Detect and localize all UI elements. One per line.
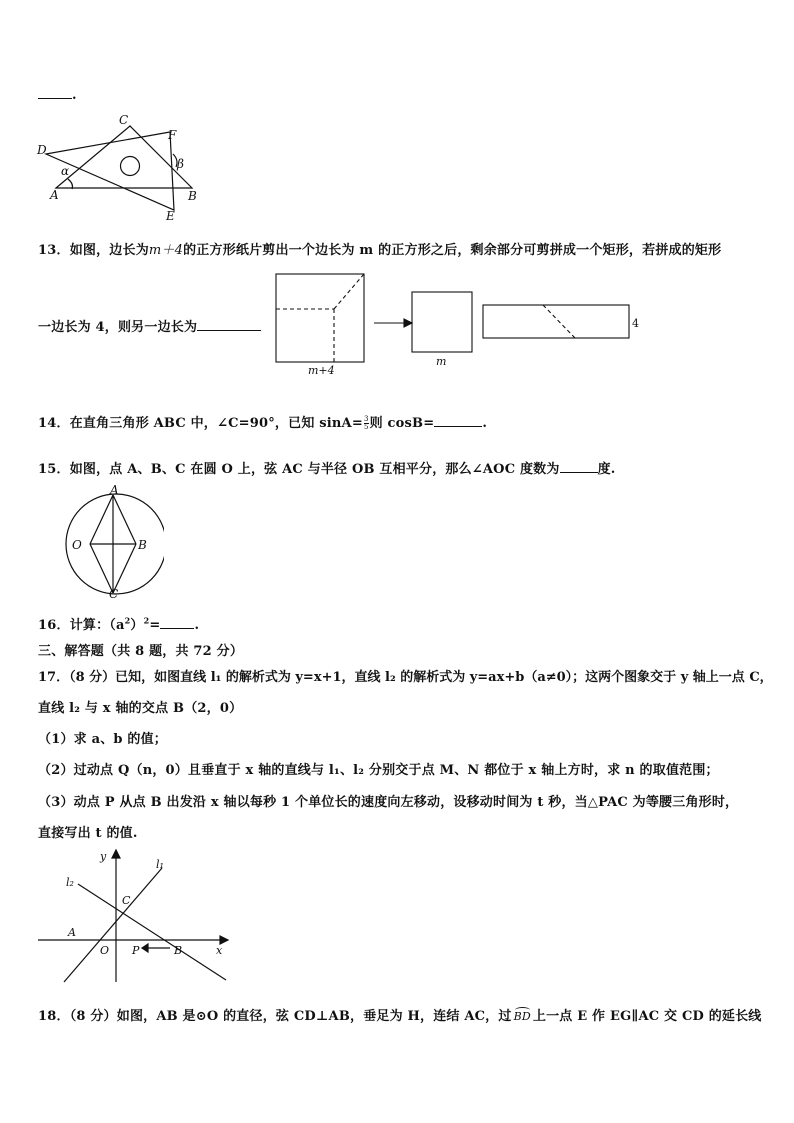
q14-end: . [482, 416, 488, 431]
q16-exponent-inner: 2 [124, 615, 131, 626]
q13-expression: m＋4 [148, 243, 184, 258]
q14-pre: 14．在直角三角形 ABC 中，∠C=90°，已知 sinA= [38, 416, 363, 431]
label-c: C [119, 113, 129, 127]
q18-arc-bd [514, 1010, 531, 1023]
q13-figure [270, 268, 650, 380]
section-3-heading: 三、解答题（共 8 题，共 72 分） [38, 644, 244, 659]
q16-equals: = [149, 618, 161, 633]
q14-fraction [364, 416, 369, 431]
label-b: B [138, 538, 147, 552]
label-e: E [166, 209, 175, 223]
label-o: O [100, 944, 110, 957]
fraction-numerator: 3 [363, 415, 369, 423]
q16-pre: 16．计算：（a [38, 618, 125, 633]
q17-sub2: （2）过动点 Q（n，0）且垂直于 x 轴的直线与 l₁、l₂ 分别交于点 M、N 都位于 x 轴上方时，求 n 的取值范围； [38, 763, 719, 778]
x-axis-arrow [220, 936, 228, 944]
q13-line2-text: 一边长为 4，则另一边长为 [38, 320, 198, 335]
label-c: C [109, 587, 119, 600]
q15-question: 15．如图，点 A、B、C 在圆 O 上，弦 AC 与半径 OB 互相平分，那么∠AOC 度数为 [38, 462, 560, 477]
label-x: x [216, 944, 223, 957]
q16-answer-blank [160, 616, 194, 629]
label-l2: l₂ [66, 876, 74, 889]
q15-text [38, 458, 616, 477]
q12-triangles-figure [34, 112, 214, 224]
label-beta: β [177, 157, 184, 171]
q18-post: 上一点 E 作 EG∥AC 交 CD 的延长线 [532, 1009, 762, 1024]
label-a: A [110, 483, 119, 497]
label-o: O [72, 538, 82, 552]
q16-end: . [194, 618, 200, 633]
label-b: B [174, 944, 183, 957]
label-4: 4 [632, 317, 639, 330]
label-a: A [68, 926, 76, 939]
label-f: F [168, 128, 177, 142]
label-a: A [50, 188, 59, 202]
q15-circle-figure [34, 482, 164, 600]
answer-blank [38, 86, 72, 99]
q13-text-line2 [38, 316, 261, 335]
q17-line2: 直线 l₂ 与 x 轴的交点 B（2，0） [38, 701, 243, 716]
arc-bd-label: BD [513, 1010, 531, 1023]
circle-mark [121, 157, 140, 176]
arrow-head [404, 319, 412, 327]
q18-text [38, 1005, 762, 1024]
y-axis-arrow [112, 850, 120, 858]
label-p: P [132, 944, 140, 957]
label-m-plus-4: m+4 [308, 364, 335, 377]
q13-part-b: 的正方形纸片剪出一个边长为 m 的正方形之后，剩余部分可剪拼成一个矩形，若拼成的矩形 [183, 243, 722, 258]
q17-coordinate-figure [34, 846, 234, 986]
q15-answer-blank [560, 460, 598, 473]
q17-line1: 17．（8 分）已知，如图直线 l₁ 的解析式为 y=x+1，直线 l₂ 的解析式为 y=ax+b（a≠0）；这两个图象交于 y 轴上一点 C， [38, 670, 773, 685]
q14-text [38, 412, 487, 431]
q13-part-a: 13．如图，边长为 [38, 243, 149, 258]
segment-oc [90, 544, 113, 593]
previous-question-answer-blank [38, 86, 77, 103]
q13-text-line1 [38, 239, 721, 258]
label-c: C [122, 894, 131, 907]
arc-bd-symbol [515, 1007, 530, 1013]
q17-sub1: （1）求 a、b 的值； [38, 732, 168, 747]
small-square [412, 292, 472, 352]
segment-ab [113, 495, 136, 544]
cut-line-diagonal [334, 274, 364, 309]
label-m: m [436, 355, 447, 368]
q17-sub3: （3）动点 P 从点 B 出发沿 x 轴以每秒 1 个单位长的速度向左移动，设移动时间为 t 秒，当△PAC 为等腰三角形时， [38, 795, 739, 810]
label-d: D [37, 143, 47, 157]
q16-mid: ） [130, 618, 144, 633]
q14-post: 则 cosB= [369, 416, 435, 431]
q14-answer-blank [434, 414, 482, 427]
q15-end: 度. [597, 462, 616, 477]
blank-trail: . [72, 88, 77, 103]
q18-pre: 18．（8 分）如图，AB 是⊙O 的直径，弦 CD⊥AB，垂足为 H，连结 AC，过 [38, 1009, 512, 1024]
rectangle-dashed-diagonal [543, 305, 575, 338]
rectangle [483, 305, 629, 338]
label-y: y [100, 850, 107, 863]
big-square [276, 274, 364, 362]
line-l2 [78, 884, 226, 980]
label-l1: l₁ [156, 858, 164, 871]
segment-cb [113, 544, 136, 593]
move-arrow-head [142, 944, 148, 952]
q16-exponent-outer: 2 [143, 615, 150, 626]
label-b: B [188, 189, 197, 203]
q17-sub3-continued: 直接写出 t 的值. [38, 826, 138, 841]
q16-text [38, 614, 199, 633]
q13-answer-blank [197, 318, 261, 331]
fraction-denominator: 5 [363, 423, 369, 431]
segment-oa [90, 495, 113, 544]
label-alpha: α [61, 164, 70, 178]
